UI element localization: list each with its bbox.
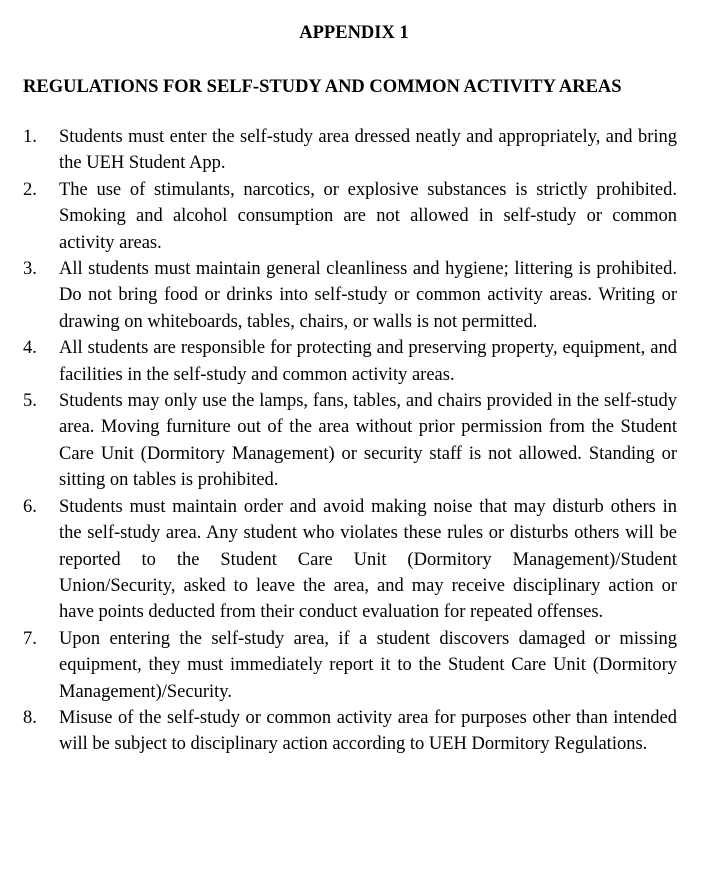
rule-text: Students must enter the self-study area dressed neatly and appropriately, and bring the UEH Student App. (59, 127, 677, 174)
rules-list (0, 124, 708, 758)
rule-item-5 (0, 388, 677, 494)
rule-text: Students may only use the lamps, fans, tables, and chairs provided in the self-study area. Moving furniture out of the area without prior permission from the Student Care Unit (Dormitory Management) or security staff is not allowed. Standing or sitting on tables is prohibited. (59, 391, 677, 491)
rule-item-6 (0, 494, 677, 626)
appendix-title: APPENDIX 1 (299, 23, 409, 43)
rule-text: Misuse of the self-study or common activity area for purposes other than intended will be subject to disciplinary action according to UEH Dormitory Regulations. (59, 707, 677, 755)
rule-text: The use of stimulants, narcotics, or explosive substances is strictly prohibited. Smoking and alcohol consumption are not allowed in self-study or common activity areas. (59, 179, 677, 253)
rule-item-4 (0, 335, 677, 388)
rule-item-2 (0, 177, 677, 256)
rule-item-3 (0, 256, 677, 335)
rule-item-7 (0, 626, 677, 705)
rule-number: 7. (23, 628, 37, 649)
rule-text: All students must maintain general cleanliness and hygiene; littering is prohibited. Do not bring food or drinks into self-study or common activity areas. Writing or drawing on whiteboards, tables, chairs, or walls is not permitted. (59, 259, 677, 332)
rule-text: Students must maintain order and avoid making noise that may disturb others in the self-study area. Any student who violates these rules or disturbs others will be reported to the Student Care Unit (Dormitory Management)/Student Union/Security, asked to leave the area, and may receive disciplinary action or have points deducted from their conduct evaluation for repeated offenses. (59, 496, 677, 623)
rule-text: Upon entering the self-study area, if a student discovers damaged or missing equipment, they must immediately report it to the Student Care Unit (Dormitory Management)/Security. (59, 628, 677, 702)
rule-number: 1. (23, 127, 37, 147)
rule-number: 2. (23, 179, 37, 200)
rule-number: 3. (23, 259, 37, 280)
rule-item-1 (0, 124, 677, 177)
rule-text: All students are responsible for protecting and preserving property, equipment, and facilities in the self-study and common activity areas. (59, 338, 677, 385)
rule-number: 4. (23, 338, 37, 359)
rule-number: 5. (23, 391, 37, 412)
rule-item-8 (0, 705, 677, 758)
regulations-title: REGULATIONS FOR SELF-STUDY AND COMMON ACTIVITY AREAS (23, 77, 622, 97)
rule-number: 6. (23, 496, 37, 517)
rule-number: 8. (23, 707, 37, 728)
